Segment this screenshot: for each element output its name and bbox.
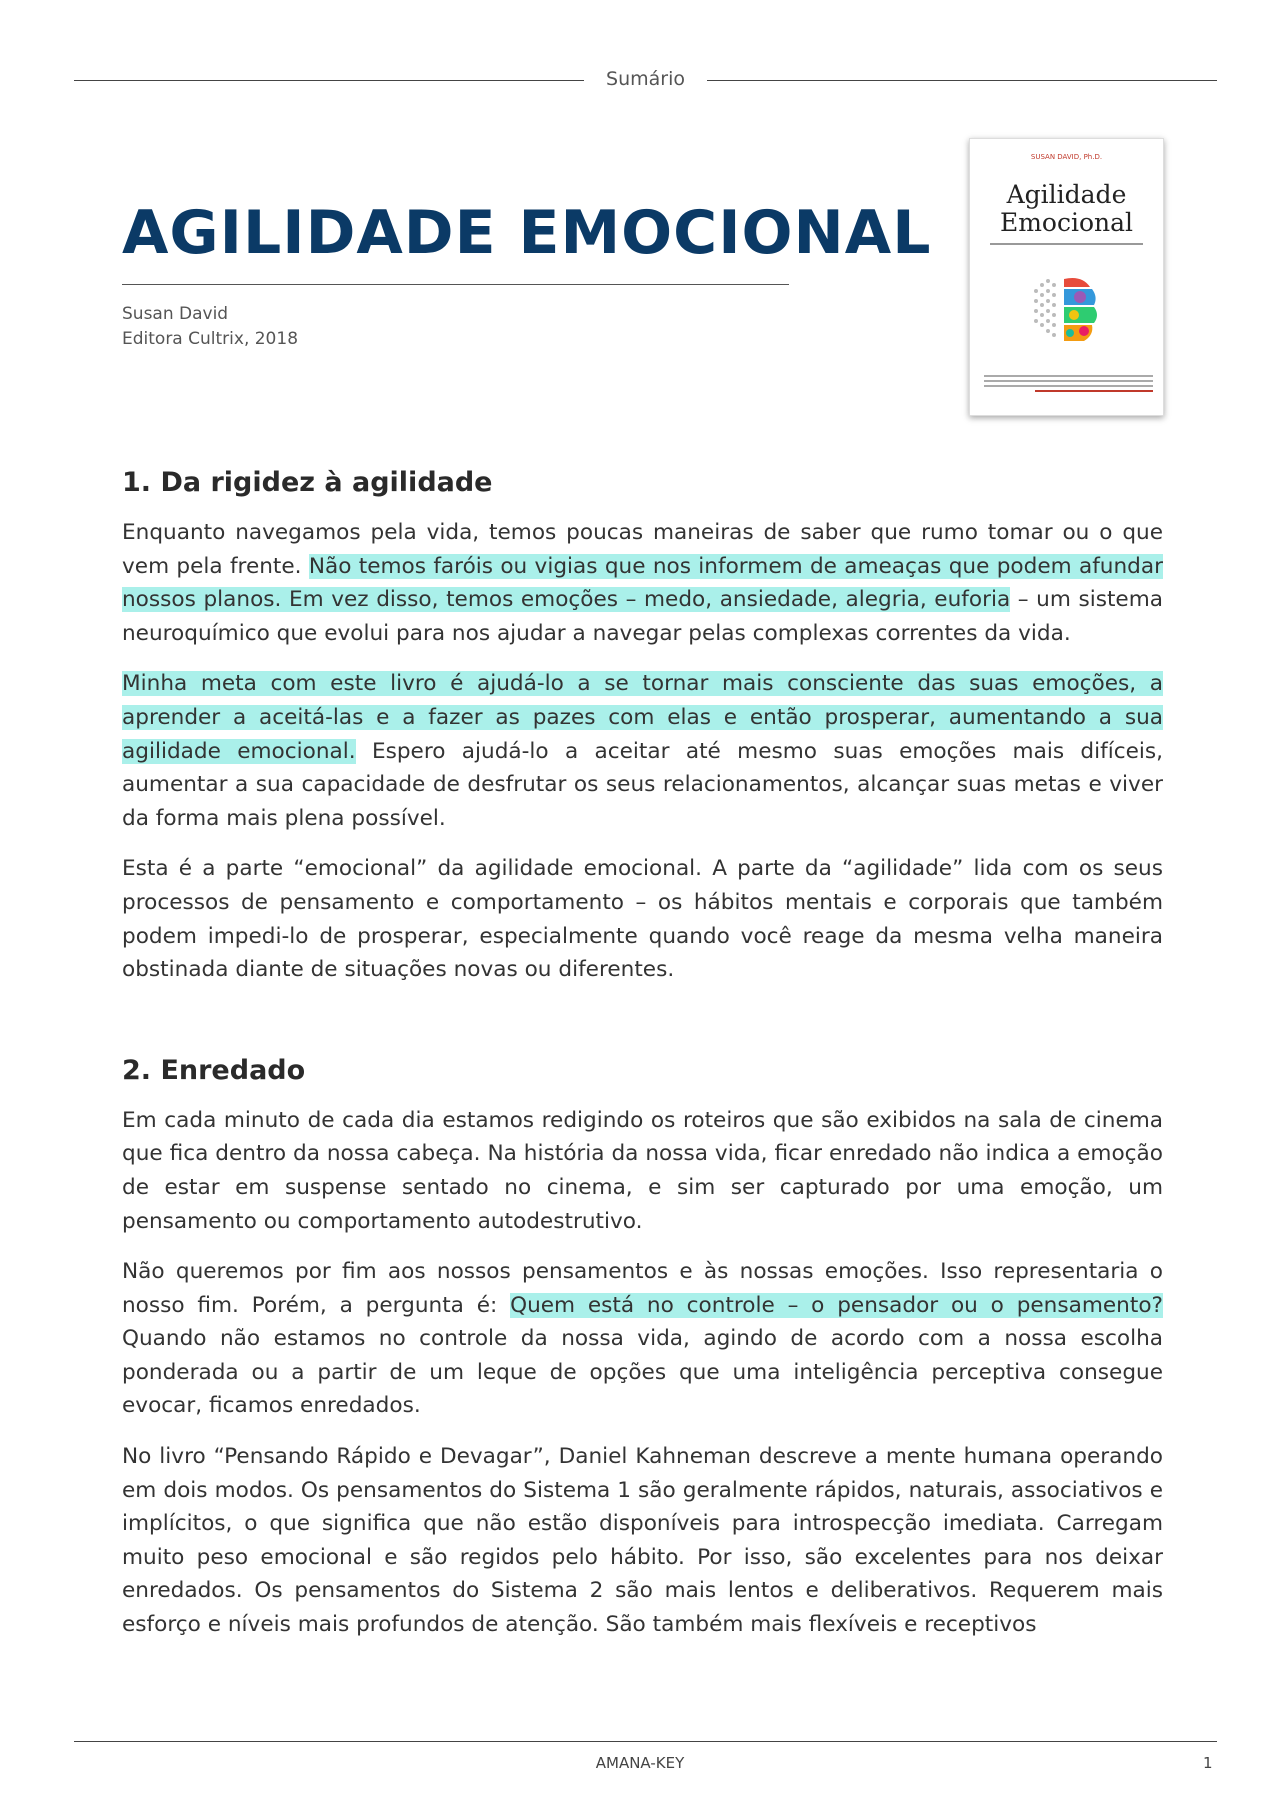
book-cover-image <box>969 138 1164 416</box>
paragraph: No livro “Pensando Rápido e Devagar”, Daniel Kahneman descreve a mente humana operando em dois modos. Os pensamentos do Sistema 1 são geralmente rápidos, naturais, associativos e implícitos, o que significa que não estão disponíveis para introspecção imediata. Carregam muito peso emocional e são regidos pelo hábito. Por isso, são excelentes para nos deixar enredados. Os pensamentos do Sistema 2 são mais lentos e deliberativos. Requerem mais esforço e níveis mais profundos de atenção. São também mais flexíveis e receptivos <box>122 1444 1163 1638</box>
cover-title-line2: Emocional <box>999 208 1134 237</box>
book-publisher: Editora Cultrix, 2018 <box>122 329 299 349</box>
highlighted-text: Minha meta com este livro é ajudá-lo a se tornar mais consciente das suas emoções, a aprender a aceitá-las e a fazer as pazes com elas e então prosperar, aumentando a sua agilidade emocional. <box>122 671 1163 764</box>
cover-title <box>970 181 1163 237</box>
cover-title-line1: Agilidade <box>1006 180 1127 209</box>
paragraph: Em cada minuto de cada dia estamos redigindo os roteiros que são exibidos na sala de cinema que fica dentro da nossa cabeça. Na história da nossa vida, ficar enredado não indica a emoção de estar em suspense sentado no cinema, e sim ser capturado por uma emoção, um pensamento ou comportamento autodestrutivo. <box>122 1107 1163 1234</box>
paragraph <box>122 1255 1163 1423</box>
highlighted-text: Não temos faróis ou vigias que nos informem de ameaças que podem afundar nossos planos. Em vez disso, temos emoções – medo, ansiedade, alegria, euforia <box>122 553 1163 613</box>
title-divider <box>122 284 789 285</box>
paragraph <box>122 516 1163 650</box>
header-summary-link[interactable]: Sumário <box>598 68 693 90</box>
text: Quando não estamos no controle da nossa vida, agindo de acordo com a nossa escolha ponderada ou a partir de um leque de opções que uma inteligência perceptiva consegue evocar, ficamos enredados. <box>122 1326 1163 1419</box>
cover-subtitle-lines <box>986 243 1147 245</box>
book-author: Susan David <box>122 304 229 324</box>
main-content <box>122 464 1163 1642</box>
text: Não queremos por fim aos nossos pensamentos e às nossas emoções. Isso representaria o nosso fim. Porém, a pergunta é: <box>122 1259 1163 1318</box>
section-heading: 2. Enredado <box>122 1054 306 1086</box>
book-meta <box>122 302 298 352</box>
page-header <box>74 64 1217 94</box>
text: Espero ajudá-lo a aceitar até mesmo suas emoções mais difíceis, aumentar a sua capacidade de desfrutar os seus relacionamentos, alcançar suas metas e viver da forma mais plena possível. <box>122 738 1163 831</box>
highlighted-text: Quem está no controle – o pensador ou o pensamento? <box>510 1292 1163 1318</box>
page-number: 1 <box>1203 1754 1213 1772</box>
cover-author: SUSAN DAVID, Ph.D. <box>1030 153 1103 161</box>
text: Enquanto navegamos pela vida, temos poucas maneiras de saber que rumo tomar ou o que vem pela frente. <box>122 520 1163 579</box>
footer-rule <box>74 1741 1217 1742</box>
section-heading: 1. Da rigidez à agilidade <box>122 467 493 498</box>
paragraph: Esta é a parte “emocional” da agilidade emocional. A parte da “agilidade” lida com os seus processos de pensamento e comportamento – os hábitos mentais e corporais que também podem impedi-lo de prosperar, especialmente quando você reage da mesma velha maneira obstinada diante de situações novas ou diferentes. <box>122 856 1163 983</box>
text: – um sistema neuroquímico que evolui para nos ajudar a navegar pelas complexas correntes da vida. <box>122 587 1163 646</box>
footer-brand: AMANA-KEY <box>595 1754 685 1772</box>
book-title: AGILIDADE EMOCIONAL <box>122 198 932 268</box>
cover-brain-illustration <box>1024 271 1114 361</box>
cover-quote-lines <box>984 375 1153 392</box>
paragraph <box>122 667 1163 835</box>
